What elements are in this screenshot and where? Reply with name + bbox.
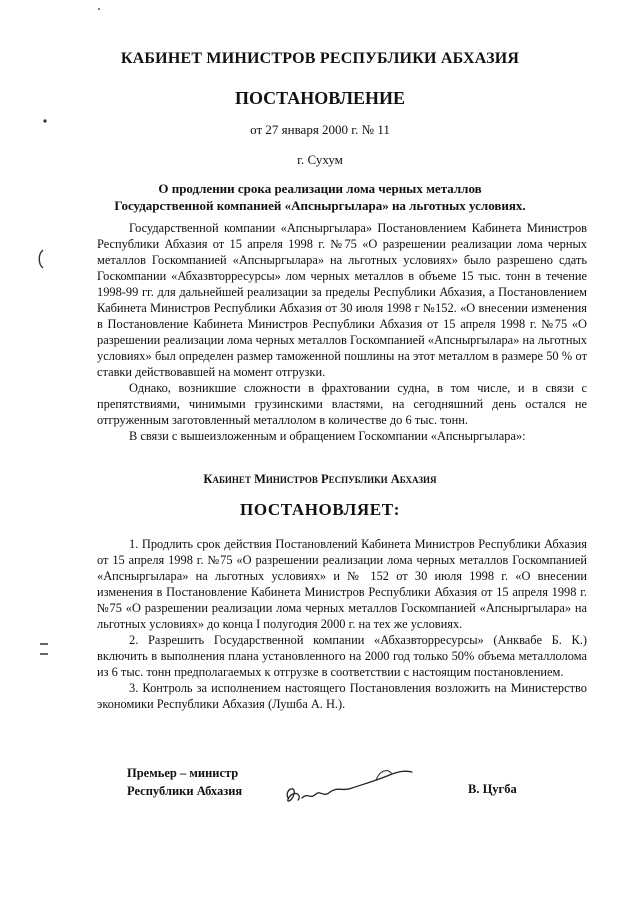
preamble-paragraph-2: Однако, возникшие сложности в фрахтовании судна, в том числе, и в связи с препятствиями, чинимыми грузинскими властями, на сегодняшний день остался не отгруженным заготовленный металлолом в количестве до 6 тыс. тонн. <box>97 381 587 427</box>
preamble <box>97 220 587 444</box>
decree-items <box>97 536 587 712</box>
preamble-paragraph-1: Государственной компании «Апсныргылара» Постановлением Кабинета Министров Республики Абхазия от 15 апреля 1998 г. №75 «О разрешении реализации лома черных металлов Госкомпанией «Апсныргылара» на льготных условиях» было разрешено сдать Госкомпании «Абхазвторресурсы» лом черных металлов в объеме 15 тыс. тонн в течение 1998-99 гг. для дальнейшей реализации за пределы Республики Абхазия, а Постановлением Кабинета Министров Республики Абхазия от 30 июля 1998 г №152. «О внесении изменения в Постановление Кабинета Министров Республики Абхазия от 15 апреля 1998 г. №75 «О разрешении реализации лома черных металлов Госкомпанией «Апсныргылара» на льготных условиях» был определен размер таможенной пошлины на этот металлом в размере 50 % от ставки действовавшей на момент отгрузки. <box>97 221 587 379</box>
decree-heading: ПОСТАНОВЛЯЕТ: <box>240 500 400 519</box>
preamble-paragraph-3: В связи с вышеизложенным и обращением Госкомпании «Апсныргылара»: <box>129 429 526 443</box>
decree-item-1: 1. Продлить срок действия Постановлений Кабинета Министров Республики Абхазия от 15 апреля 1998 г. №75 «О разрешении реализации лома черных металлов Госкомпанией «Апсныргылара» на льготных условиях» и № 152 от 30 июля 1998 г. «О внесении изменения в Постановление Кабинета Министров Республики Абхазия от 15 апреля 1998 г. №75 «О разрешении реализации лома черных металлов Госкомпанией «Апсныргылара» на льготных условиях» до конца I полугодия 2000 г. на тех же условиях. <box>97 537 587 631</box>
signatory-title-line-1: Премьер – министр <box>127 766 239 780</box>
subject-line-2: Государственной компанией «Апсныргылара» на льготных условиях. <box>114 198 526 213</box>
signatory-title <box>127 764 242 800</box>
decree-item-2: 2. Разрешить Государственной компании «Абхазвторресурсы» (Анквабе Б. К.) включить в выполнения плана установленного на 2000 год только 50% объема металлолома из 6 тыс. тонн предполагаемых к отгрузке в соответствии с настоящим постановлением. <box>97 633 587 679</box>
scan-speck-mark <box>42 118 48 124</box>
issuing-authority: КАБИНЕТ МИНИСТРОВ РЕСПУБЛИКИ АБХАЗИЯ <box>120 50 520 67</box>
scan-speck-mark-top <box>96 6 102 12</box>
scan-dash-mark <box>38 640 50 660</box>
signatory-title-line-2: Республики Абхазия <box>127 784 243 798</box>
document-type: ПОСТАНОВЛЕНИЕ <box>234 88 406 108</box>
decree-item-3: 3. Контроль за исполнением настоящего Постановления возложить на Министерство экономики Республики Абхазия (Лушба А. Н.). <box>97 681 587 711</box>
document-city: г. Сухум <box>297 152 343 167</box>
document-subject <box>0 180 640 214</box>
handwritten-signature <box>280 762 420 812</box>
document-date: от 27 января 2000 г. № 11 <box>250 122 390 137</box>
signatory-name: В. Цугба <box>468 782 517 796</box>
decree-authority: Кабинет Министров Республики Абхазия <box>203 472 437 486</box>
subject-line-1: О продлении срока реализации лома черных металлов <box>158 181 482 196</box>
scan-bracket-mark <box>36 248 46 270</box>
